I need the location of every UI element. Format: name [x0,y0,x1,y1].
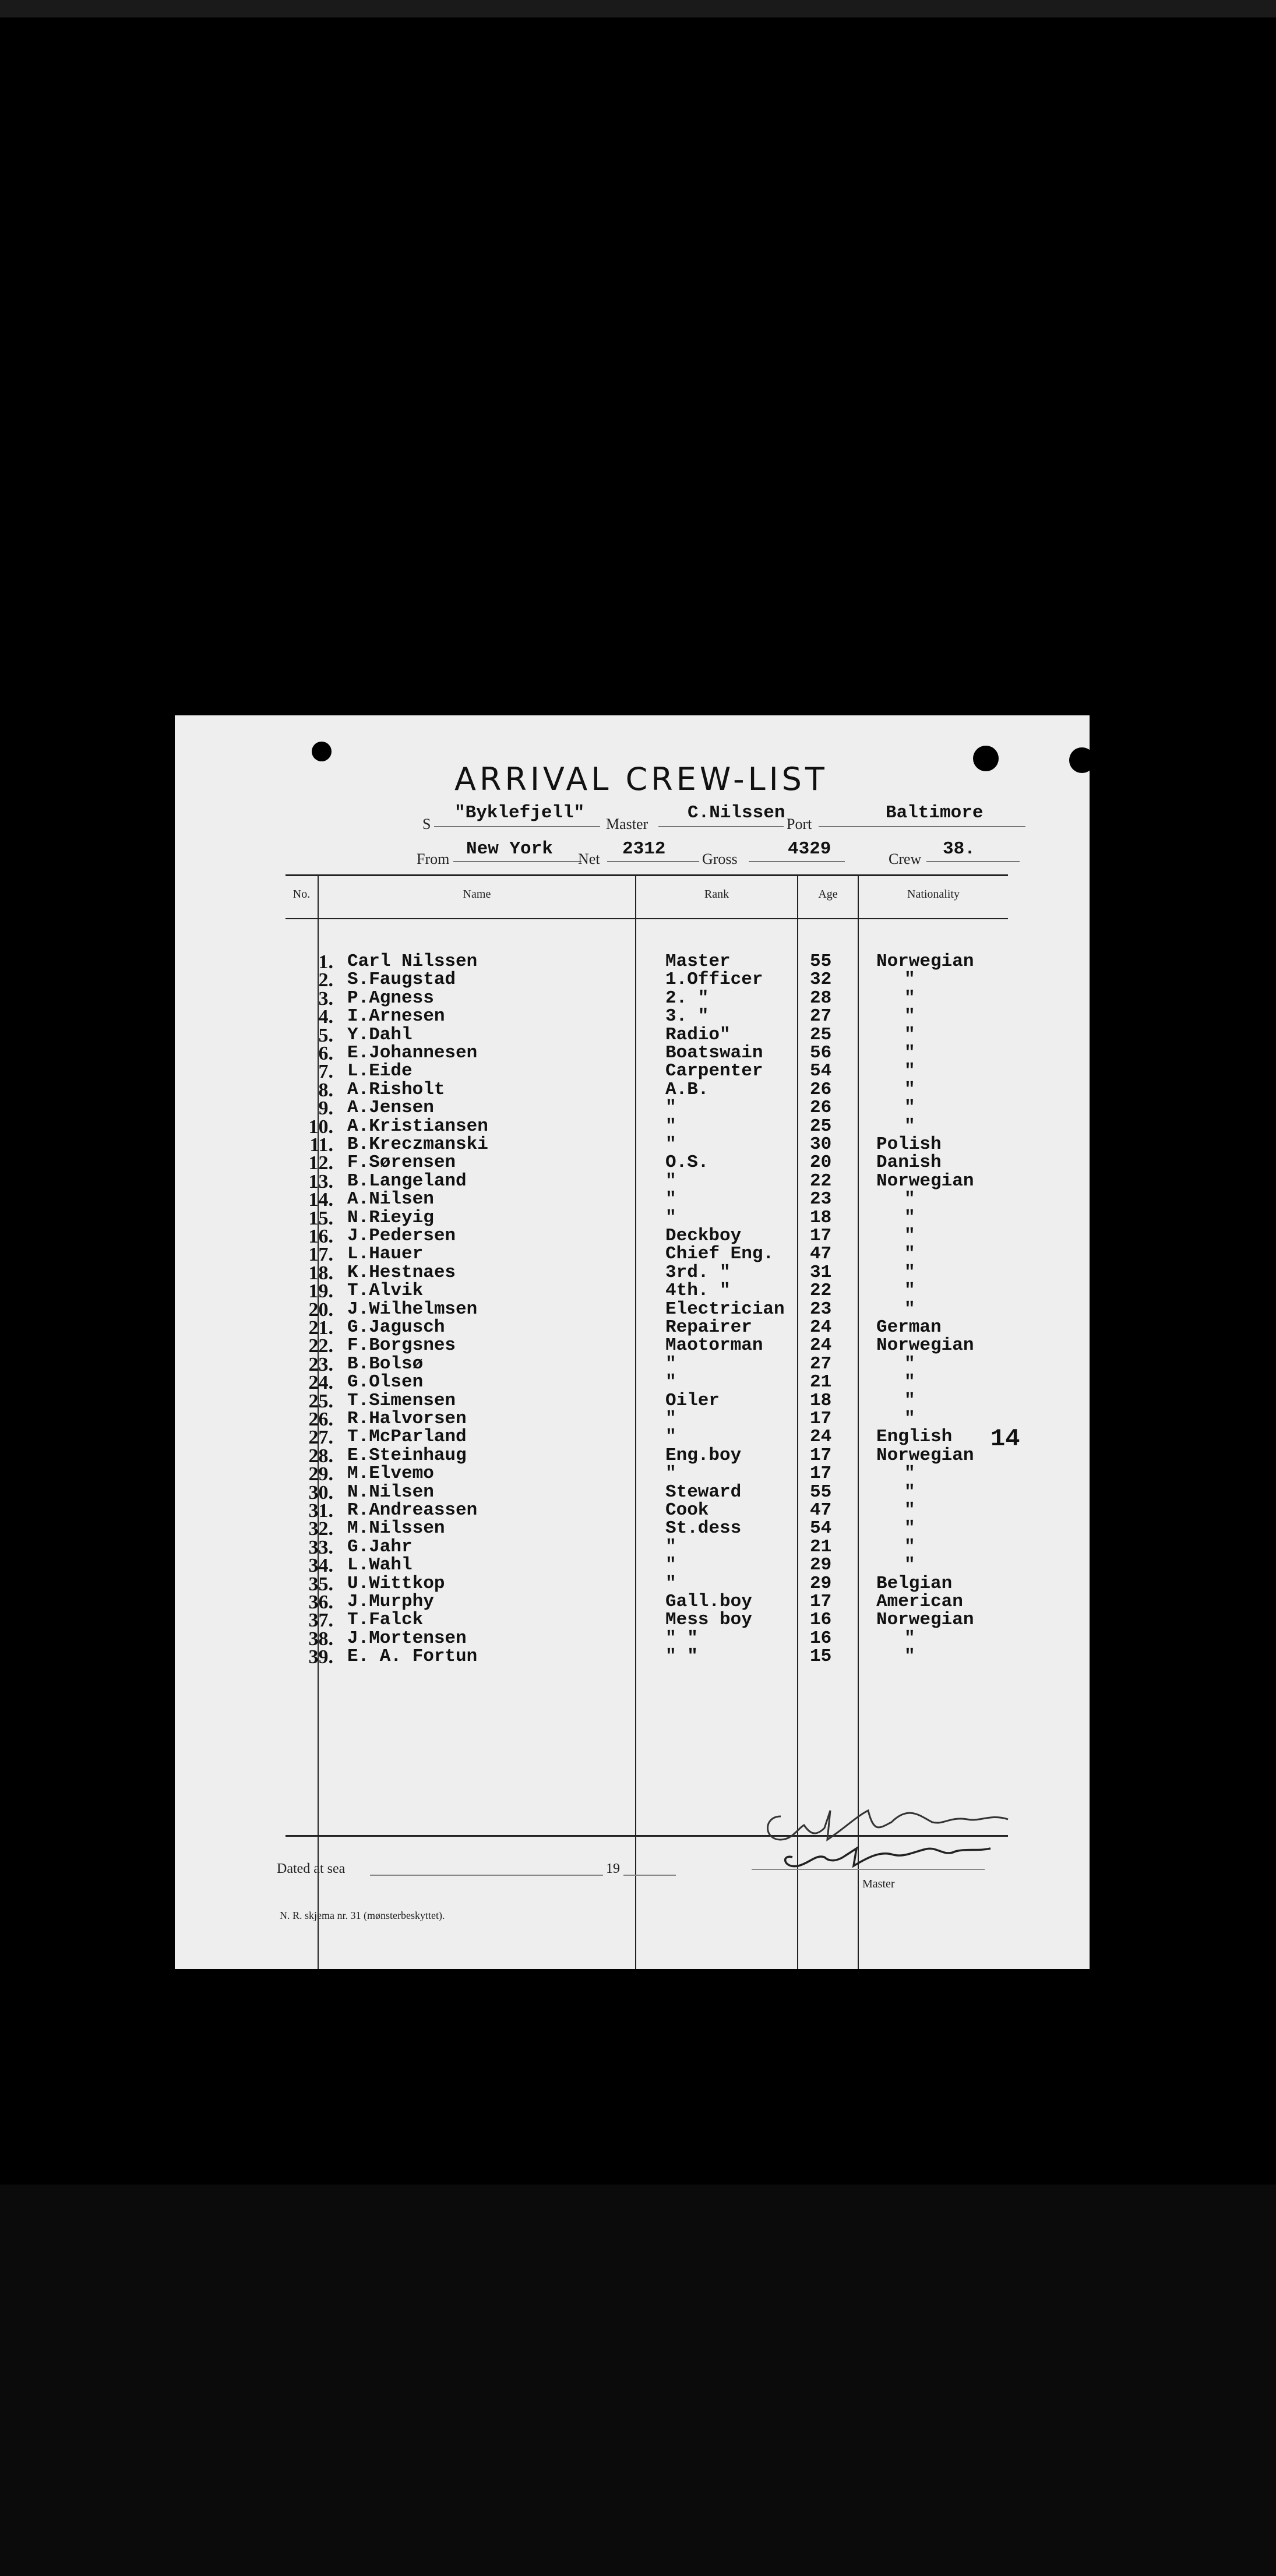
crew-name: P.Agness [347,987,434,1008]
crew-age: 17 [810,1445,832,1466]
crew-nationality: " [904,1390,915,1411]
crew-count: 38. [943,839,975,859]
table-row [175,1646,1090,1668]
crew-rank: " [665,1536,676,1557]
row-number: 30. [308,1481,333,1504]
crew-rank: " [665,1170,676,1191]
crew-name: R.Halvorsen [347,1409,467,1429]
table-row [175,1262,1090,1284]
crew-age: 23 [810,1189,832,1210]
crew-name: A.Jensen [347,1098,434,1118]
crew-name: N.Nilsen [347,1481,434,1502]
crew-nationality: " [904,1116,915,1137]
table-row [175,1244,1090,1266]
row-number: 2. [318,969,333,991]
from-port: New York [466,839,553,859]
crew-nationality: " [904,1244,915,1265]
crew-nationality: " [904,1628,915,1649]
crew-age: 23 [810,1298,832,1319]
table-row [175,1134,1090,1156]
crew-age: 21 [810,1372,832,1393]
table-header-rule [285,918,1008,919]
dated-at-sea-label: Dated at sea [277,1861,346,1876]
crew-nationality: " [904,1262,915,1283]
crew-name: U.Wittkop [347,1573,445,1594]
crew-name: E.Johannesen [347,1043,478,1063]
crew-nationality: English [876,1427,953,1448]
crew-nationality: " [904,1481,915,1502]
scan-border-bottom [0,2185,1276,2576]
crew-nationality: Norwegian [876,1445,974,1466]
crew-rank: 3rd. " [665,1262,731,1283]
crew-name: T.Simensen [347,1390,456,1411]
crew-rank: Cook [665,1500,709,1520]
crew-rank: " " [665,1628,698,1649]
crew-name: E.Steinhaug [347,1445,467,1466]
crew-age: 54 [810,1518,832,1539]
crew-rank: 2. " [665,987,709,1008]
crew-age: 24 [810,1317,832,1338]
crew-age: 16 [810,1610,832,1631]
crew-age: 27 [810,1353,832,1374]
crew-nationality: " [904,1646,915,1667]
table-row [175,1079,1090,1101]
table-row [175,1024,1090,1046]
row-number: 15. [308,1207,333,1229]
row-number: 14. [308,1189,333,1211]
crew-nationality: " [904,1079,915,1100]
crew-rank: Gall.boy [665,1592,752,1612]
row-number: 18. [308,1262,333,1284]
row-number: 27. [308,1427,333,1449]
crew-rank: " [665,1116,676,1137]
row-number: 32. [308,1518,333,1540]
crew-age: 54 [810,1061,832,1082]
table-row [175,1573,1090,1595]
crew-name: L.Wahl [347,1555,413,1576]
crew-age: 25 [810,1116,832,1137]
crew-underline [926,861,1020,862]
crew-rank: Carpenter [665,1061,763,1082]
crew-age: 16 [810,1628,832,1649]
table-row [175,1226,1090,1247]
table-row [175,1152,1090,1174]
crew-nationality: " [904,1536,915,1557]
scan-border-top [0,0,1276,17]
column-header-rank: Rank [704,888,729,901]
crew-name: G.Jagusch [347,1317,445,1338]
crew-rank: Electrician [665,1298,785,1319]
column-header-name: Name [463,888,491,901]
table-row [175,1427,1090,1449]
row-number: 31. [308,1500,333,1522]
crew-age: 26 [810,1098,832,1118]
crew-name: K.Hestnaes [347,1262,456,1283]
table-row [175,1555,1090,1577]
crew-age: 21 [810,1536,832,1557]
crew-nationality: " [904,1024,915,1045]
net-underline [607,861,699,862]
row-number: 9. [318,1098,333,1120]
table-row [175,1628,1090,1650]
row-number: 6. [318,1043,333,1064]
row-number: 38. [308,1628,333,1650]
row-number: 36. [308,1592,333,1613]
crew-nationality: American [876,1592,963,1612]
row-number: 39. [308,1646,333,1668]
crew-nationality: German [876,1317,942,1338]
crew-rank: A.B. [665,1079,709,1100]
crew-rank: " [665,1353,676,1374]
crew-rank: Master [665,951,731,972]
crew-nationality: " [904,1189,915,1210]
crew-nationality: Norwegian [876,1610,974,1631]
crew-nationality: Norwegian [876,1335,974,1356]
net-tonnage: 2312 [622,839,666,859]
table-row [175,1536,1090,1558]
table-row [175,1592,1090,1613]
crew-age: 55 [810,1481,832,1502]
crew-age: 25 [810,1024,832,1045]
row-number: 3. [318,987,333,1010]
master-underline [658,826,784,827]
crew-rank: 3. " [665,1006,709,1027]
row-number: 16. [308,1226,333,1247]
crew-name: J.Mortensen [347,1628,467,1649]
crew-nationality: Norwegian [876,1170,974,1191]
crew-rank: " [665,1573,676,1594]
master-signature [757,1793,1049,1875]
crew-rank: Eng.boy [665,1445,742,1466]
crew-rank: Steward [665,1481,742,1502]
table-row [175,1481,1090,1504]
crew-name: E. A. Fortun [347,1646,478,1667]
crew-age: 22 [810,1170,832,1191]
row-number: 12. [308,1152,333,1174]
crew-name: I.Arnesen [347,1006,445,1027]
crew-rank: O.S. [665,1152,709,1173]
row-number: 11. [309,1134,333,1156]
table-row [175,1409,1090,1430]
crew-name: G.Olsen [347,1372,424,1393]
crew-rank: " [665,1427,676,1448]
table-row [175,1463,1090,1485]
row-number: 10. [308,1116,333,1138]
crew-nationality: " [904,1463,915,1484]
crew-name: T.Alvik [347,1280,424,1301]
crew-name: A.Risholt [347,1079,445,1100]
crew-name: L.Hauer [347,1244,424,1265]
master-name: C.Nilssen [688,803,785,823]
crew-name: T.McParland [347,1427,467,1448]
form-title: ARRIVAL CREW-LIST [454,761,828,797]
crew-nationality: " [904,1298,915,1319]
crew-name: B.Bolsø [347,1353,424,1374]
crew-age: 17 [810,1409,832,1429]
crew-rank: " [665,1098,676,1118]
table-row [175,1006,1090,1028]
crew-nationality: " [904,1409,915,1429]
from-label: From [417,851,450,867]
ship-underline [434,826,600,827]
punch-hole [1069,747,1090,773]
margin-note: 14 [991,1425,1020,1453]
crew-age: 20 [810,1152,832,1173]
crew-age: 18 [810,1390,832,1411]
row-number: 37. [308,1610,333,1632]
table-row [175,1171,1090,1190]
crew-rank: Mess boy [665,1610,752,1631]
crew-nationality: " [904,1043,915,1063]
crew-name: Y.Dahl [347,1024,413,1045]
crew-age: 17 [810,1226,832,1246]
crew-age: 47 [810,1244,832,1265]
crew-rank: " [665,1463,676,1484]
row-number: 25. [308,1390,333,1412]
crew-nationality: " [904,1500,915,1520]
crew-nationality: " [904,1226,915,1246]
crew-name: J.Murphy [347,1592,434,1612]
row-number: 5. [318,1024,333,1046]
gross-label: Gross [702,851,738,867]
crew-rank: 1.Officer [665,969,763,990]
crew-name: M.Nilssen [347,1518,445,1539]
port-name: Baltimore [886,803,984,823]
crew-name: A.Nilsen [347,1189,434,1210]
crew-rank: " [665,1372,676,1393]
table-row [175,1098,1090,1120]
dated-underline [370,1875,603,1876]
row-number: 35. [308,1573,333,1595]
ship-label: S [422,816,431,832]
row-number: 23. [308,1353,333,1375]
crew-nationality: " [904,1098,915,1118]
table-row [175,1372,1090,1394]
net-label: Net [578,851,600,867]
crew-nationality: " [904,969,915,990]
crew-age: 27 [810,1006,832,1027]
crew-name: A.Kristiansen [347,1116,488,1137]
punch-hole [312,742,332,761]
crew-rank: Chief Eng. [665,1244,774,1265]
port-underline [819,826,1025,827]
row-number: 33. [308,1536,333,1558]
row-number: 7. [318,1061,333,1083]
crew-nationality: " [904,1372,915,1393]
crew-name: J.Pedersen [347,1226,456,1246]
crew-rank: " [665,1189,676,1210]
crew-name: F.Borgsnes [347,1335,456,1356]
master-signature-label: Master [862,1878,895,1890]
crew-age: 28 [810,987,832,1008]
crew-age: 26 [810,1079,832,1100]
crew-age: 29 [810,1555,832,1576]
crew-nationality: " [904,987,915,1008]
crew-list-document [175,715,1090,1969]
row-number: 20. [308,1298,333,1321]
table-row [175,1445,1090,1467]
crew-age: 18 [810,1207,832,1228]
crew-age: 29 [810,1573,832,1594]
crew-rank: Oiler [665,1390,720,1411]
crew-rank: " " [665,1646,698,1667]
crew-rank: St.dess [665,1518,742,1539]
table-row [175,1518,1090,1540]
crew-age: 47 [810,1500,832,1520]
crew-name: B.Langeland [347,1170,467,1191]
from-underline [453,861,581,862]
crew-name: L.Eide [347,1061,413,1082]
crew-name: N.Rieyig [347,1207,434,1228]
row-number: 24. [308,1372,333,1394]
row-number: 29. [308,1463,333,1485]
column-header-nationality: Nationality [907,888,960,901]
crew-nationality: " [904,1280,915,1301]
row-number: 19. [308,1280,333,1303]
table-row [175,1280,1090,1303]
row-number: 17. [308,1244,333,1266]
crew-age: 15 [810,1646,832,1667]
row-number: 4. [318,1006,333,1028]
crew-name: J.Wilhelmsen [347,1298,478,1319]
table-row [175,969,1090,991]
crew-nationality: " [904,1006,915,1027]
crew-name: M.Elvemo [347,1463,434,1484]
crew-nationality: " [904,1207,915,1228]
crew-name: G.Jahr [347,1536,413,1557]
crew-name: B.Kreczmanski [347,1134,488,1155]
table-row [175,951,1090,973]
crew-name: F.Sørensen [347,1152,456,1173]
table-row [175,1390,1090,1412]
table-row [175,1189,1090,1211]
crew-rank: " [665,1409,676,1429]
crew-age: 56 [810,1043,832,1063]
row-number: 8. [318,1079,333,1101]
crew-rank: " [665,1555,676,1576]
crew-name: Carl Nilssen [347,951,478,972]
year-underline [623,1875,676,1876]
ship-name: "Byklefjell" [454,803,585,823]
crew-nationality: Polish [876,1134,942,1155]
table-row [175,1317,1090,1339]
crew-rank: Deckboy [665,1226,742,1246]
master-label: Master [606,816,648,832]
row-number: 1. [318,951,333,973]
row-number: 26. [308,1409,333,1430]
crew-rank: " [665,1134,676,1155]
crew-age: 17 [810,1592,832,1612]
row-number: 13. [308,1170,333,1192]
crew-age: 24 [810,1427,832,1448]
table-row [175,987,1090,1010]
crew-rank: Repairer [665,1317,752,1338]
crew-nationality: " [904,1061,915,1082]
row-number: 21. [308,1317,333,1339]
crew-name: S.Faugstad [347,969,456,990]
crew-age: 24 [810,1335,832,1356]
crew-age: 22 [810,1280,832,1301]
crew-nationality: Belgian [876,1573,953,1594]
row-number: 22. [308,1335,333,1357]
table-row [175,1610,1090,1632]
column-header-age: Age [818,888,838,901]
crew-age: 55 [810,951,832,972]
gross-underline [749,861,845,862]
crew-age: 17 [810,1463,832,1484]
table-row [175,1061,1090,1083]
gross-tonnage: 4329 [788,839,831,859]
crew-name: R.Andreassen [347,1500,478,1520]
punch-hole [973,746,999,771]
crew-nationality: " [904,1518,915,1539]
table-row [175,1335,1090,1357]
crew-rank: Maotorman [665,1335,763,1356]
table-row [175,1043,1090,1064]
table-row [175,1500,1090,1522]
crew-age: 31 [810,1262,832,1283]
row-number: 28. [308,1445,333,1467]
crew-nationality: " [904,1555,915,1576]
port-label: Port [787,816,812,832]
crew-age: 32 [810,969,832,990]
table-row [175,1353,1090,1375]
row-number: 34. [308,1555,333,1577]
crew-rank: Boatswain [665,1043,763,1063]
crew-nationality: " [904,1353,915,1374]
table-row [175,1116,1090,1138]
crew-nationality: Norwegian [876,951,974,972]
table-row [175,1207,1090,1229]
crew-name: T.Falck [347,1610,424,1631]
crew-rank: Radio" [665,1024,731,1045]
table-top-rule [285,874,1008,876]
crew-rank: " [665,1207,676,1228]
form-note: N. R. skjema nr. 31 (mønsterbeskyttet). [280,1910,445,1921]
year-prefix: 19 [606,1861,620,1876]
column-header-no: No. [292,888,311,901]
crew-age: 30 [810,1134,832,1155]
table-row [175,1298,1090,1321]
crew-rank: 4th. " [665,1280,731,1301]
crew-nationality: Danish [876,1152,942,1173]
crew-label: Crew [889,851,922,867]
